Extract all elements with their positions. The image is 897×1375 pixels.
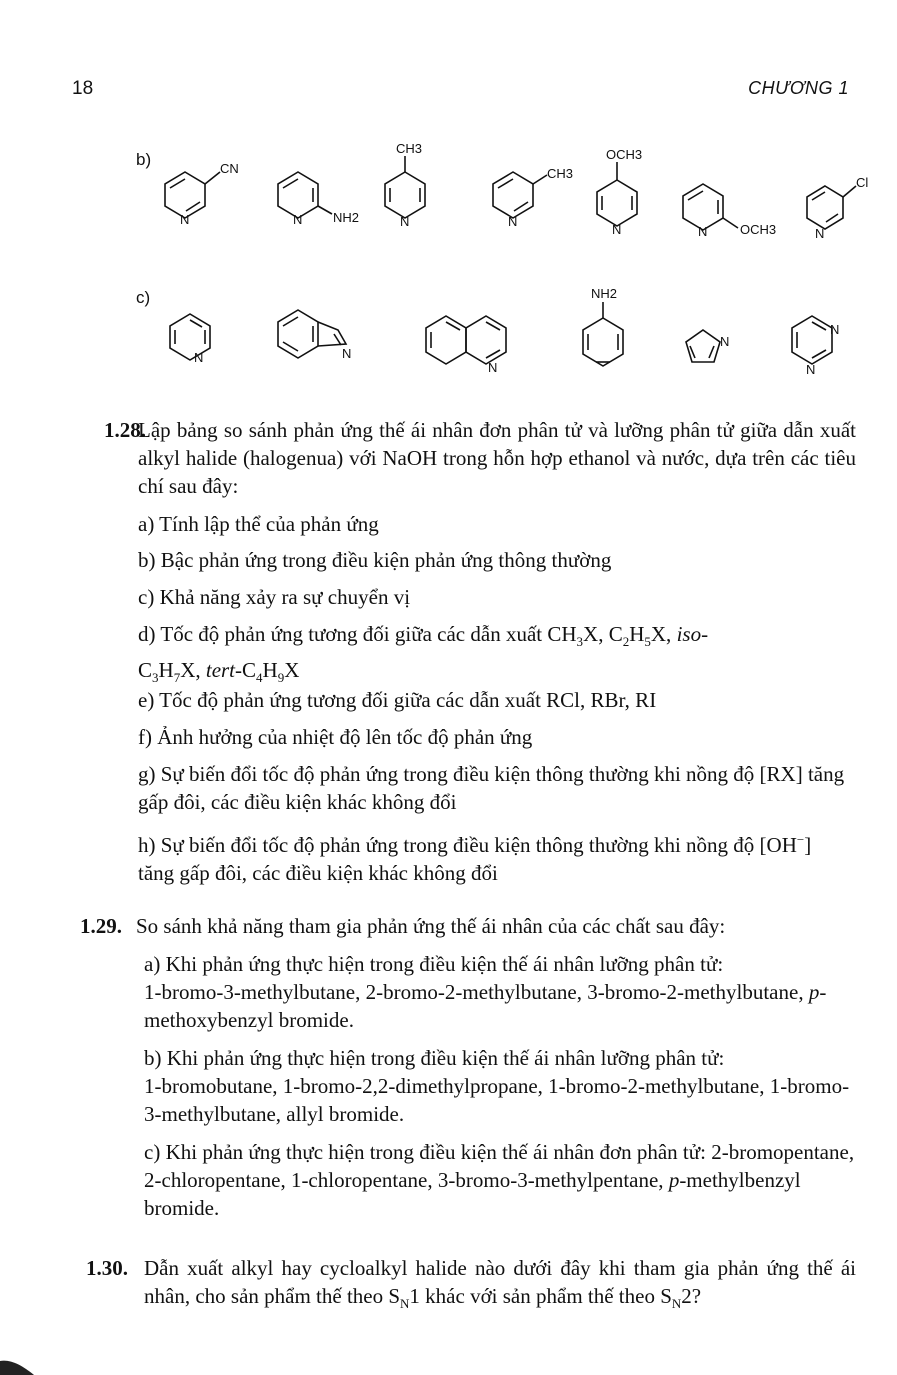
structure-3-methylpyridine bbox=[493, 172, 547, 218]
structure-aniline bbox=[583, 302, 623, 366]
criterion-g: g) Sự biến đổi tốc độ phản ứng trong điều kiện thông thường khi nồng độ [RX] tăng gấp đôi, các điều kiện khác không đổi bbox=[138, 762, 845, 814]
part-b: b) Khi phản ứng thực hiện trong điều kiện thế ái nhân lưỡng phân tử: 1-bromobutane, 1-bromo-2,2-dimethylpropane, 1-bromo-2-methylbutane, 1-bromo-3-methylbutane, allyl bromide. bbox=[144, 1046, 850, 1126]
chapter-title: CHƯƠNG 1 bbox=[748, 78, 849, 98]
criterion-d: d) Tốc độ phản ứng tương đối giữa các dẫn xuất $CH_3X$, $C_2H_5X$, iso- $C_3H_7X$, tert-$C_4H_9X$ bbox=[138, 622, 709, 686]
label-ch3-top: CH3 bbox=[396, 141, 423, 156]
structure-pyrrole-ring bbox=[686, 330, 720, 362]
ring-n-b7: N bbox=[815, 226, 825, 241]
scan-edge-mark bbox=[0, 1355, 40, 1375]
problem-number: 1.29. bbox=[80, 914, 122, 938]
label-ch3-side: CH3 bbox=[547, 166, 574, 181]
ring-n-b3: N bbox=[400, 214, 410, 229]
ring-n-c6a: N bbox=[830, 322, 840, 337]
problem-text: Dẫn xuất alkyl hay cycloalkyl halide nào dưới đây khi tham gia phản ứng thế ái nhân, cho sản phẩm thế theo $S_N1$ khác với sản phẩm thế theo $S_N2$? bbox=[144, 1256, 856, 1312]
ring-n-c6b: N bbox=[806, 362, 816, 377]
structure-pyrimidine bbox=[792, 316, 832, 364]
problem-number: 1.28. bbox=[104, 418, 146, 442]
problem-intro: So sánh khả năng tham gia phản ứng thế ái nhân của các chất sau đây: bbox=[136, 914, 726, 938]
label-nh2-ring: NH2 bbox=[333, 210, 360, 225]
label-och3-top: OCH3 bbox=[606, 147, 643, 162]
criterion-c: c) Khả năng xảy ra sự chuyển vị bbox=[138, 585, 411, 609]
structure-2-methoxypyridine bbox=[683, 184, 738, 230]
row-c-label: c) bbox=[136, 288, 151, 307]
problem-number: 1.30. bbox=[86, 1256, 128, 1280]
structure-pyridine bbox=[170, 314, 210, 360]
label-cn: CN bbox=[220, 161, 239, 176]
structure-4-methylpyridine bbox=[385, 156, 425, 218]
ring-n-b4: N bbox=[508, 214, 518, 229]
criterion-f: f) Ảnh hưởng của nhiệt độ lên tốc độ phản ứng bbox=[138, 725, 533, 749]
label-nh2-top: NH2 bbox=[591, 286, 618, 301]
criterion-b: b) Bậc phản ứng trong điều kiện phản ứng thông thường bbox=[138, 548, 612, 572]
structure-4-methoxypyridine bbox=[597, 162, 637, 226]
structure-3-chloropyridine bbox=[807, 186, 856, 229]
structure-quinoline bbox=[426, 316, 506, 364]
structure-figure bbox=[0, 0, 897, 400]
criterion-a: a) Tính lập thể của phản ứng bbox=[138, 512, 379, 536]
criterion-e: e) Tốc độ phản ứng tương đối giữa các dẫn xuất RCl, RBr, RI bbox=[138, 688, 657, 712]
structure-3-cyanopyridine bbox=[165, 172, 220, 218]
problem-intro: Lập bảng so sánh phản ứng thế ái nhân đơn phân tử và lưỡng phân tử giữa dẫn xuất alkyl halide (halogenua) với NaOH trong hỗn hợp ethanol và nước, dựa trên các tiêu chí sau đây: bbox=[138, 418, 856, 498]
ring-n-b2: N bbox=[293, 212, 303, 227]
ring-n-c1: N bbox=[194, 350, 204, 365]
ring-n-c5: N bbox=[720, 334, 730, 349]
label-och3-side: OCH3 bbox=[740, 222, 777, 237]
criterion-h: h) Sự biến đổi tốc độ phản ứng trong điều kiện thông thường khi nồng độ [OH−] tăng gấp đôi, các điều kiện khác không đổi bbox=[138, 832, 812, 885]
ring-n-b6: N bbox=[698, 224, 708, 239]
page-number: 18 bbox=[72, 78, 94, 99]
ring-n-b1: N bbox=[180, 212, 190, 227]
ring-n-c2: N bbox=[342, 346, 352, 361]
label-cl: Cl bbox=[856, 175, 869, 190]
part-c: c) Khi phản ứng thực hiện trong điều kiện thế ái nhân đơn phân tử: 2-bromopentane, 2-chloropentane, 1-chloropentane, 3-bromo-3-methylpentane, p-methylbenzyl bromide. bbox=[144, 1140, 855, 1220]
ring-n-b5: N bbox=[612, 222, 622, 237]
part-a: a) Khi phản ứng thực hiện trong điều kiện thế ái nhân lưỡng phân tử: 1-bromo-3-methylbutane, 2-bromo-2-methylbutane, 3-bromo-2-methylbutane, p-methoxybenzyl bromide. bbox=[144, 952, 827, 1032]
structure-2-aminopyridine bbox=[278, 172, 332, 218]
row-b-label: b) bbox=[136, 150, 152, 169]
ring-n-c3: N bbox=[488, 360, 498, 375]
structure-indolenine bbox=[278, 310, 346, 358]
